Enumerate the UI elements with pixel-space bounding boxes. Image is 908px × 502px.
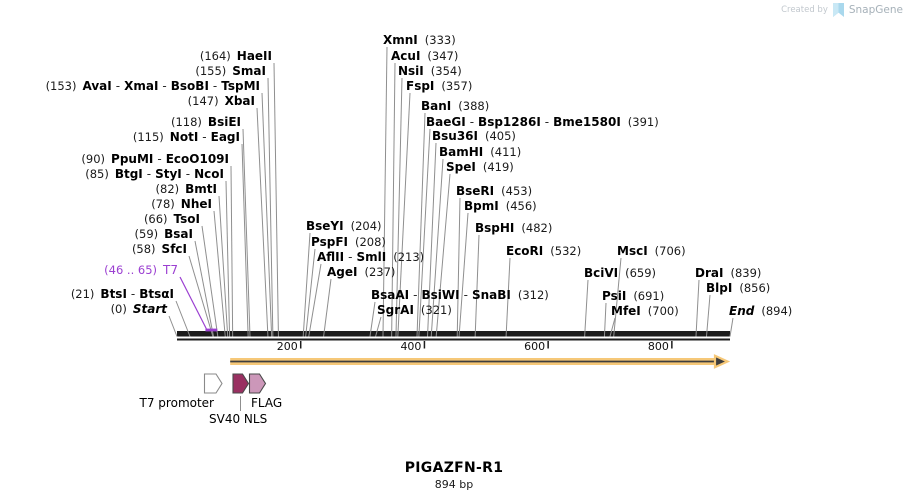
site-name: - [130,287,136,301]
site-position: (153) [45,79,77,93]
site-position: (147) [187,94,219,108]
feature-label-t7-promoter[interactable]: T7 promoter [139,396,214,410]
feature-label-flag[interactable]: FLAG [251,396,283,410]
site-name: - [212,79,218,93]
site-mfei-label[interactable] [611,305,679,318]
site-position: (82) [155,182,180,196]
site-position: (204) [350,219,382,233]
site-acui-label[interactable] [391,50,458,63]
site-name: AgeI [327,265,358,279]
leader-line-pspfi [306,249,315,337]
site-bani-label[interactable] [421,100,489,113]
site-name: NotI [169,130,199,144]
site-name: HaeII [236,49,272,63]
ruler-label-600: 600 [524,340,546,353]
leader-line-blpi [706,295,710,337]
site-name: BaeGI [426,115,466,129]
site-name: - [185,167,191,181]
feature-label-sv40-nls[interactable]: SV40 NLS [209,412,268,426]
site-name: - [146,167,152,181]
site-position: (347) [427,49,459,63]
site-name: NheI [180,197,212,211]
site-name: - [115,79,121,93]
site-position: (357) [441,79,473,93]
site-name: - [348,250,353,264]
site-name: - [162,79,167,93]
site-name: EagI [210,130,240,144]
site-sfci-label[interactable] [132,243,187,256]
site-position: (706) [654,244,686,258]
site-name: BspHI [475,221,515,235]
site-bcivi-label[interactable] [584,267,656,280]
site-name: MfeI [611,304,641,318]
leader-line-ppumi [231,166,233,337]
site-position: (894) [761,304,793,318]
leader-line-bseri [457,198,460,337]
site-position: (237) [364,265,396,279]
site-position: (691) [633,289,665,303]
site-end-label[interactable] [729,305,792,318]
ruler-label-400: 400 [400,340,422,353]
site-name: - [157,152,162,166]
site-msci-label[interactable] [617,245,686,258]
site-position: (115) [132,130,164,144]
site-btgi-styi-ncoi-label[interactable] [85,168,224,181]
sequence-bar [177,331,730,337]
site-position: (321) [420,303,452,317]
site-position: (118) [170,115,202,129]
site-name: PspFI [311,235,348,249]
site-name: SfcI [161,242,187,256]
site-name: Bsp1286I [478,115,541,129]
site-position: (164) [199,49,231,63]
site-name: Start [132,302,167,316]
leader-line-sfci [189,256,213,337]
site-position: (391) [627,115,659,129]
site-position: (659) [625,266,657,280]
leader-line-bpmi [459,213,468,337]
sv40-nls-arrow[interactable] [233,374,249,393]
site-bseri-label[interactable] [456,185,532,198]
site-name: SmaI [232,64,266,78]
site-name: BsoBI [170,79,209,93]
site-position: (405) [485,129,516,143]
site-name: DraI [695,266,724,280]
site-nhei-label[interactable] [151,198,212,211]
site-bmti-label[interactable] [156,183,217,196]
site-name: AvaI [82,79,112,93]
leader-line-agei [324,279,331,337]
site-smai-label[interactable] [195,65,266,78]
site-name: BseRI [456,184,495,198]
site-fspi-label[interactable] [406,80,472,93]
site-position: (333) [424,33,456,47]
leader-line-haeii [274,63,278,337]
t7-region-label[interactable] [104,264,178,277]
site-position: (213) [393,250,425,264]
created-by-text: Created by [781,5,828,15]
site-position: (58) [131,242,156,256]
site-xbai-label[interactable] [188,95,255,108]
ruler-label-800: 800 [647,340,669,353]
site-aflii-smli-label[interactable] [317,251,424,264]
site-position: (59) [134,227,159,241]
site-position: (66) [143,212,168,226]
snapgene-logo-icon [833,3,844,17]
site-ppumi-ecoo109i-label[interactable] [81,153,229,166]
site-position: (453) [501,184,533,198]
site-name: XmnI [383,33,418,47]
site-baegi-bsp1286i-bme1580i-label[interactable] [426,116,659,129]
site-position: (90) [81,152,106,166]
t7-promoter-arrow[interactable] [205,374,223,393]
site-position: (419) [482,160,514,174]
site-position: (354) [430,64,462,78]
site-position: (85) [85,167,109,181]
flag-arrow[interactable] [250,374,266,393]
site-position: (532) [550,244,582,258]
site-bsiei-label[interactable] [171,116,241,129]
site-name: BtgI [114,167,143,181]
site-name: BtsαI [139,287,174,301]
site-avai-xmai-bsobi-tspmi-label[interactable] [46,80,260,93]
site-name: AcuI [391,49,421,63]
site-name: AflII [317,250,345,264]
ruler-label-200: 200 [276,340,298,353]
site-start-label[interactable] [111,303,167,316]
site-name: SnaBI [471,288,511,302]
site-name: SgrAI [377,303,414,317]
site-agei-label[interactable] [327,266,395,279]
snapgene-brand-text: SnapGene [848,4,903,16]
site-name: EcoO109I [165,152,229,166]
leader-line-bsphi [475,235,479,337]
site-position: (21) [70,287,95,301]
leader-line-end [730,318,733,337]
site-bsu36i-label[interactable] [432,130,516,143]
site-name: Bsu36I [432,129,478,143]
site-name: MscI [617,244,648,258]
site-xmni-label[interactable] [383,34,456,47]
site-position: (208) [354,235,386,249]
leader-line-xbai [257,108,268,337]
site-position: (388) [458,99,490,113]
site-name: SmlI [356,250,387,264]
site-name: BanI [421,99,452,113]
site-position: (312) [517,288,549,302]
orf-arrowhead [715,356,728,367]
watermark [781,3,903,17]
site-name: BsiWI [421,288,460,302]
site-name: TspMI [221,79,260,93]
site-name: Bme1580I [553,115,621,129]
site-name: BsaAI [371,288,410,302]
site-name: BciVI [584,266,619,280]
leader-line-bsiei [243,129,250,337]
leader-line-bseyi [303,233,310,337]
leader-line-bcivi [585,280,588,337]
site-bpmi-label[interactable] [464,200,537,213]
leader-line-aflii [309,264,321,337]
site-name: - [202,130,207,144]
site-name: NsiI [398,64,424,78]
site-name: BsiEI [207,115,241,129]
site-name: XbaI [224,94,255,108]
site-position: (839) [730,266,762,280]
sequence-title: PIGAZFN-R1 [404,460,504,476]
site-name: BsaI [164,227,193,241]
site-bsai-label[interactable] [135,228,193,241]
site-name: BmtI [185,182,217,196]
site-name: - [463,288,468,302]
site-nsii-label[interactable] [398,65,462,78]
site-sgrai-label[interactable] [377,304,452,317]
site-name: BpmI [464,199,499,213]
site-tsoi-label[interactable] [144,213,200,226]
leader-line-drai [696,280,699,337]
sequence-length: 894 bp [434,478,474,491]
site-name: EcoRI [506,244,544,258]
t7-region-name: T7 [163,263,178,277]
site-position: (78) [151,197,175,211]
site-position: (0) [110,302,127,316]
t7-region-position: (46 .. 65) [104,263,158,277]
leader-line-start [169,316,177,337]
site-name: XmaI [124,79,159,93]
site-name: BamHI [439,145,484,159]
site-name: NcoI [194,167,224,181]
site-noti-eagi-label[interactable] [133,131,240,144]
site-name: StyI [155,167,182,181]
site-bseyi-label[interactable] [306,220,382,233]
site-position: (482) [521,221,553,235]
site-bsphi-label[interactable] [475,222,552,235]
site-pspfi-label[interactable] [311,236,386,249]
site-position: (155) [195,64,227,78]
site-name: - [544,115,550,129]
site-name: PsiI [602,289,627,303]
site-bsaai-bsiwi-snabi-label[interactable] [371,289,549,302]
site-position: (456) [505,199,537,213]
site-name: FspI [406,79,435,93]
site-name: SpeI [446,160,476,174]
site-spei-label[interactable] [446,161,514,174]
site-name: End [729,304,755,318]
site-name: - [469,115,475,129]
site-bamhi-label[interactable] [439,146,521,159]
site-name: BtsI [100,287,127,301]
site-haeii-label[interactable] [200,50,272,63]
site-position: (856) [739,281,771,295]
site-name: TsoI [173,212,200,226]
site-blpi-label[interactable] [706,282,770,295]
site-btsi-btsαi-label[interactable] [71,288,174,301]
site-name: PpuMI [111,152,154,166]
site-name: BseYI [306,219,344,233]
site-psii-label[interactable] [602,290,664,303]
site-ecori-label[interactable] [506,245,581,258]
site-drai-label[interactable] [695,267,761,280]
site-name: - [413,288,418,302]
site-name: BlpI [706,281,733,295]
site-position: (411) [490,145,522,159]
site-position: (700) [647,304,679,318]
